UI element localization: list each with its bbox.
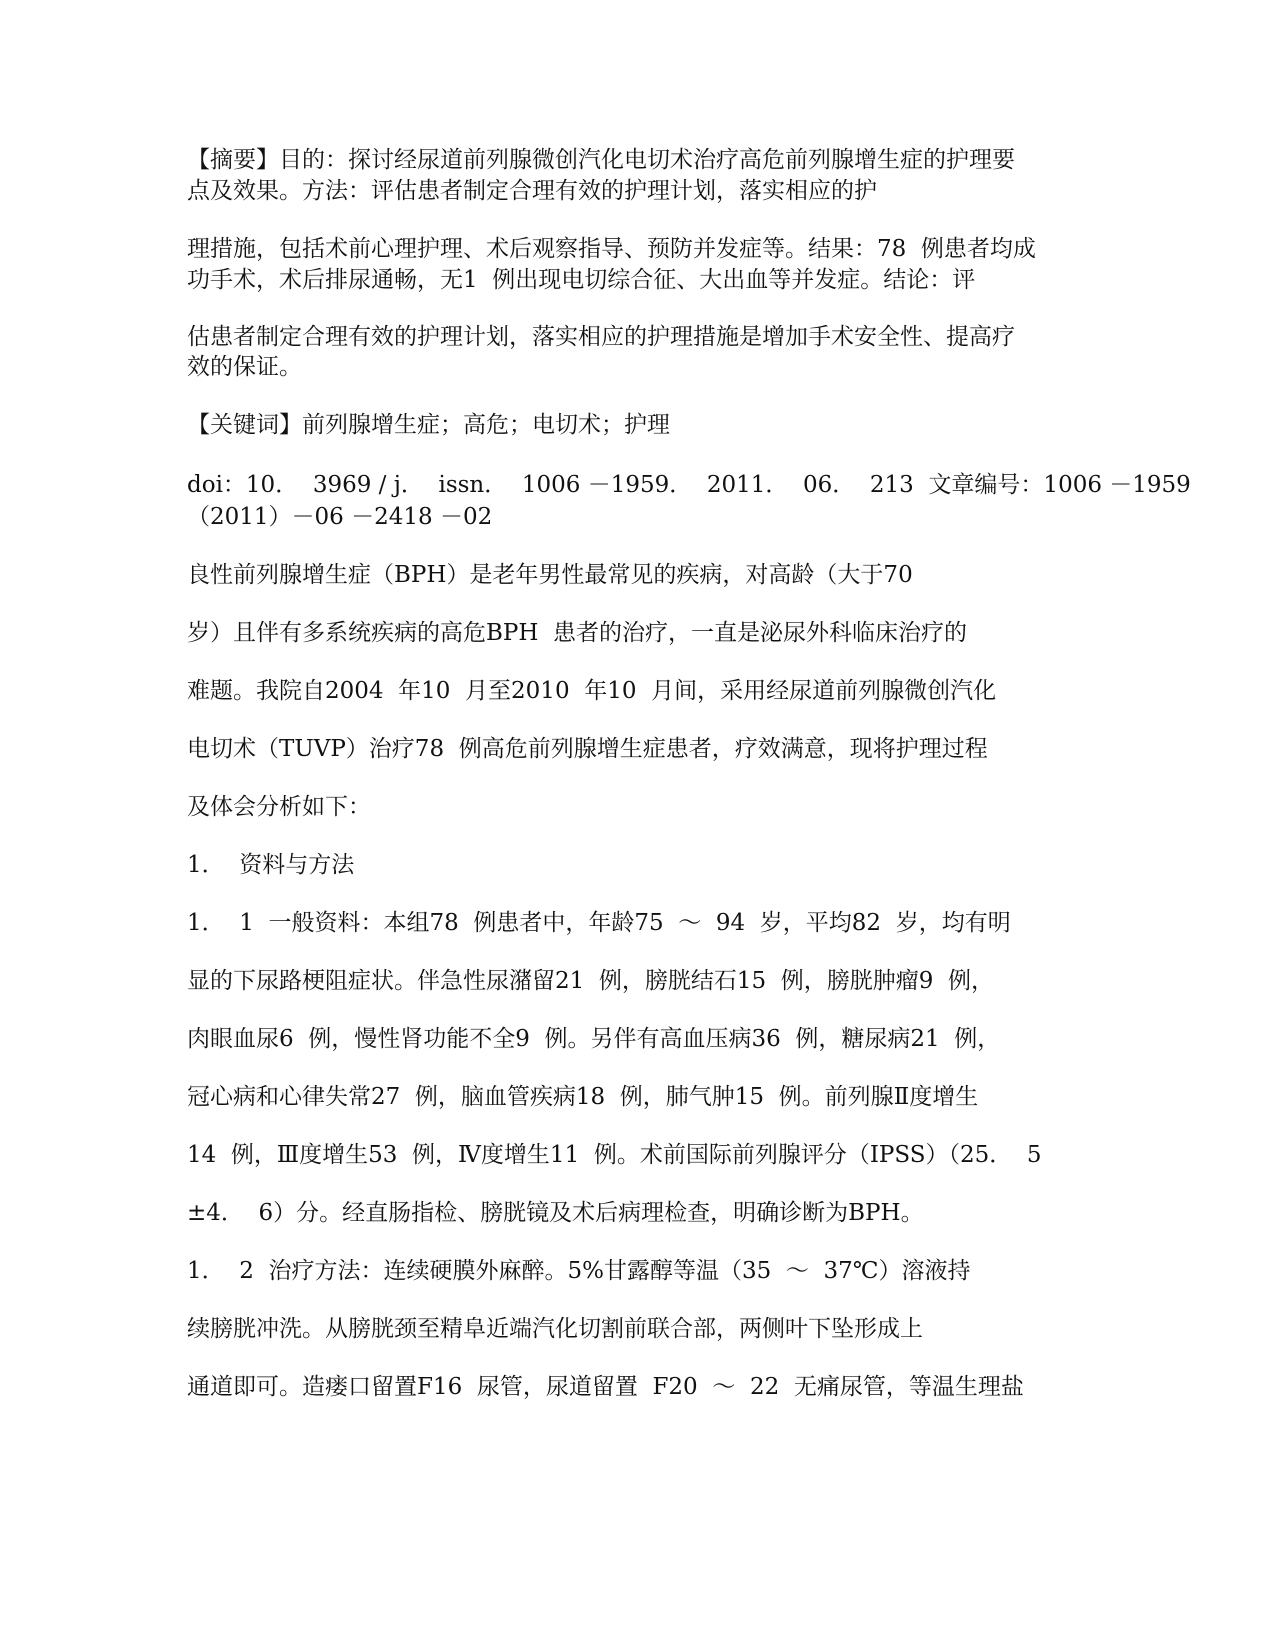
body-line: 1． 2 治疗方法：连续硬膜外麻醉。5%甘露醇等温（35 ～ 37℃）溶液持 [187, 1258, 971, 1284]
intro-line: 难题。我院自2004 年10 月至2010 年10 月间，采用经尿道前列腺微创汽化 [187, 678, 997, 704]
body-line: 1． 1 一般资料：本组78 例患者中，年龄75 ～ 94 岁，平均82 岁，均有明 [187, 910, 1011, 936]
abstract-line: 估患者制定合理有效的护理计划，落实相应的护理措施是增加手术安全性、提高疗 [187, 324, 1015, 350]
intro-line: 良性前列腺增生症（BPH）是老年男性最常见的疾病，对高龄（大于70 [187, 562, 913, 588]
doi-line: （2011）－06 －2418 －02 [187, 504, 493, 530]
section-heading: 1． 资料与方法 [187, 852, 355, 878]
body-line: 续膀胱冲洗。从膀胱颈至精阜近端汽化切割前联合部，两侧叶下坠形成上 [187, 1316, 923, 1342]
body-line: 14 例，Ⅲ度增生53 例，Ⅳ度增生11 例。术前国际前列腺评分（IPSS）（25． 5 [187, 1142, 1042, 1168]
doi-line: doi：10． 3969 / j． issn． 1006 －1959． 2011． 06． 213 文章编号：1006 －1959 [187, 472, 1191, 498]
body-line: 显的下尿路梗阻症状。伴急性尿潴留21 例，膀胱结石15 例，膀胱肿瘤9 例， [187, 968, 995, 994]
abstract-line: 理措施，包括术前心理护理、术后观察指导、预防并发症等。结果：78 例患者均成 [187, 236, 1036, 262]
intro-line: 岁）且伴有多系统疾病的高危BPH 患者的治疗，一直是泌尿外科临床治疗的 [187, 620, 968, 646]
intro-line: 及体会分析如下： [187, 794, 371, 820]
body-line: 通道即可。造瘘口留置F16 尿管，尿道留置 F20 ～ 22 无痛尿管，等温生理盐 [187, 1374, 1024, 1400]
intro-line: 电切术（TUVP）治疗78 例高危前列腺增生症患者，疗效满意，现将护理过程 [187, 736, 988, 762]
body-line: ±4． 6）分。经直肠指检、膀胱镜及术后病理检查，明确诊断为BPH。 [187, 1200, 924, 1226]
abstract-line: 功手术，术后排尿通畅，无1 例出现电切综合征、大出血等并发症。结论：评 [187, 267, 976, 293]
abstract-line: 【摘要】目的：探讨经尿道前列腺微创汽化电切术治疗高危前列腺增生症的护理要 [187, 147, 1015, 173]
keywords-line: 【关键词】前列腺增生症；高危；电切术；护理 [187, 412, 670, 438]
body-line: 冠心病和心律失常27 例，脑血管疾病18 例，肺气肿15 例。前列腺Ⅱ度增生 [187, 1084, 979, 1110]
abstract-line: 点及效果。方法：评估患者制定合理有效的护理计划，落实相应的护 [187, 178, 877, 204]
abstract-line: 效的保证。 [187, 354, 302, 380]
body-line: 肉眼血尿6 例，慢性肾功能不全9 例。另伴有高血压病36 例，糖尿病21 例， [187, 1026, 1001, 1052]
